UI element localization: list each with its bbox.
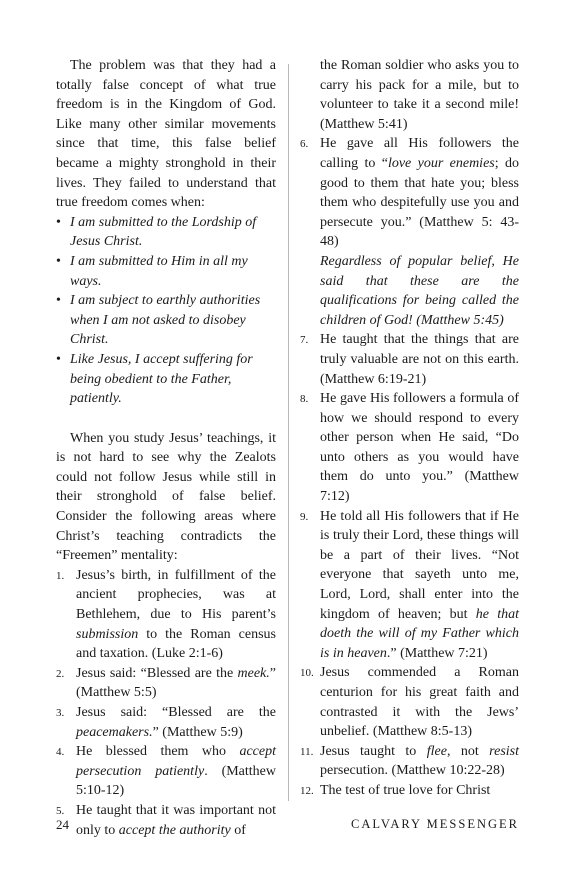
- list-item: 10. Jesus commended a Roman centurion for his great faith and contrasted it with the Jews’ unbelief. (Matthew 8:5-13): [300, 665, 519, 740]
- item-number: 1.: [56, 569, 65, 582]
- bullet-item: • I am submitted to Him in all my ways.: [56, 252, 276, 291]
- item-number: 9.: [300, 510, 309, 523]
- item-number: 7.: [300, 334, 309, 347]
- right-column: [300, 56, 519, 801]
- page-number: 24: [56, 817, 69, 832]
- list-item: 4. He blessed them who accept persecution patiently. (Matthew 5:10-12): [56, 744, 276, 799]
- italic-quote: Regardless of popular belief, He said that these are the qualifications for being called the children of God! (Matthew 5:45): [320, 253, 519, 328]
- list-item: 9. He told all His followers that if He is truly their Lord, these things will be a part of their lives. “Not everyone that sayeth unto me, Lord, Lord, shall enter into the kingdom of heaven; but he that doeth the will of my Father which is in heaven.” (Matthew 7:21): [300, 508, 519, 661]
- numbered-list-left: [56, 566, 276, 840]
- bullet-item: • I am submitted to the Lordship of Jesus Christ.: [56, 213, 276, 252]
- second-paragraph: When you study Jesus’ teachings, it is not hard to see why the Zealots could not follow Jesus while still in their stronghold of false belief. Consider the following areas where Christ’s teaching contradicts the “Freemen” mentality:: [56, 430, 276, 564]
- list-item: 2. Jesus said: “Blessed are the meek.” (Matthew 5:5): [56, 665, 276, 701]
- intro-paragraph: The problem was that they had a totally false concept of what true freedom is in the Kingdom of God. Like many other similar movements since that time, this false belief became a mighty stronghold in their lives. They failed to understand that true freedom comes when:: [56, 58, 276, 211]
- numbered-list-right: [300, 134, 519, 252]
- item-number: 3.: [56, 707, 65, 719]
- list-item: 3. Jesus said: “Blessed are the peacemakers.” (Matthew 5:9): [56, 705, 276, 740]
- bullet-list: [56, 213, 276, 409]
- item-number: 2.: [56, 667, 65, 680]
- list-item: 12. The test of true love for Christ: [300, 781, 519, 801]
- list-item: 7. He taught that the things that are truly valuable are not on this earth. (Matthew 6:19-21): [300, 332, 519, 387]
- item-number: 8.: [300, 393, 309, 406]
- list-item: 8. He gave His followers a formula of how we should respond to every other person when He said, “Do unto others as you would have them do unto you.” (Matthew 7:12): [300, 391, 519, 505]
- bullet-item: • Like Jesus, I accept suffering for being obedient to the Father, patiently.: [56, 350, 276, 409]
- item-number: 5.: [56, 804, 65, 817]
- item-number: 11.: [300, 745, 314, 758]
- list-item: 6. He gave all His followers the calling to “love your enemies; do good to them that hate you; bless them who despitefully use you and persecute you.” (Matthew 5: 43-48): [300, 136, 520, 250]
- item-number: 6.: [300, 138, 309, 151]
- list-item: 11. Jesus taught to flee, not resist persecution. (Matthew 10:22-28): [300, 743, 519, 779]
- continued-text: the Roman soldier who asks you to carry his pack for a mile, but to volunteer to take it a second mile! (Matthew 5:41): [320, 58, 519, 132]
- left-column: [56, 56, 276, 840]
- list-item: 1. Jesus’s birth, in fulfillment of the ancient prophecies, was at Bethlehem, due to His parent’s submission to the Roman census and taxation. (Luke 2:1-6): [56, 567, 276, 662]
- item-number: 10.: [300, 667, 314, 680]
- item-number: 4.: [56, 746, 65, 759]
- numbered-list-right-cont: [300, 330, 519, 800]
- column-divider: [288, 64, 289, 801]
- bullet-item: • I am subject to earthly authorities when I am not asked to disobey Christ.: [56, 291, 276, 350]
- list-item: 5. He taught that it was important not only to accept the authority of: [56, 802, 276, 838]
- running-title: CALVARY MESSENGER: [351, 817, 519, 831]
- item-number: 12.: [300, 784, 314, 797]
